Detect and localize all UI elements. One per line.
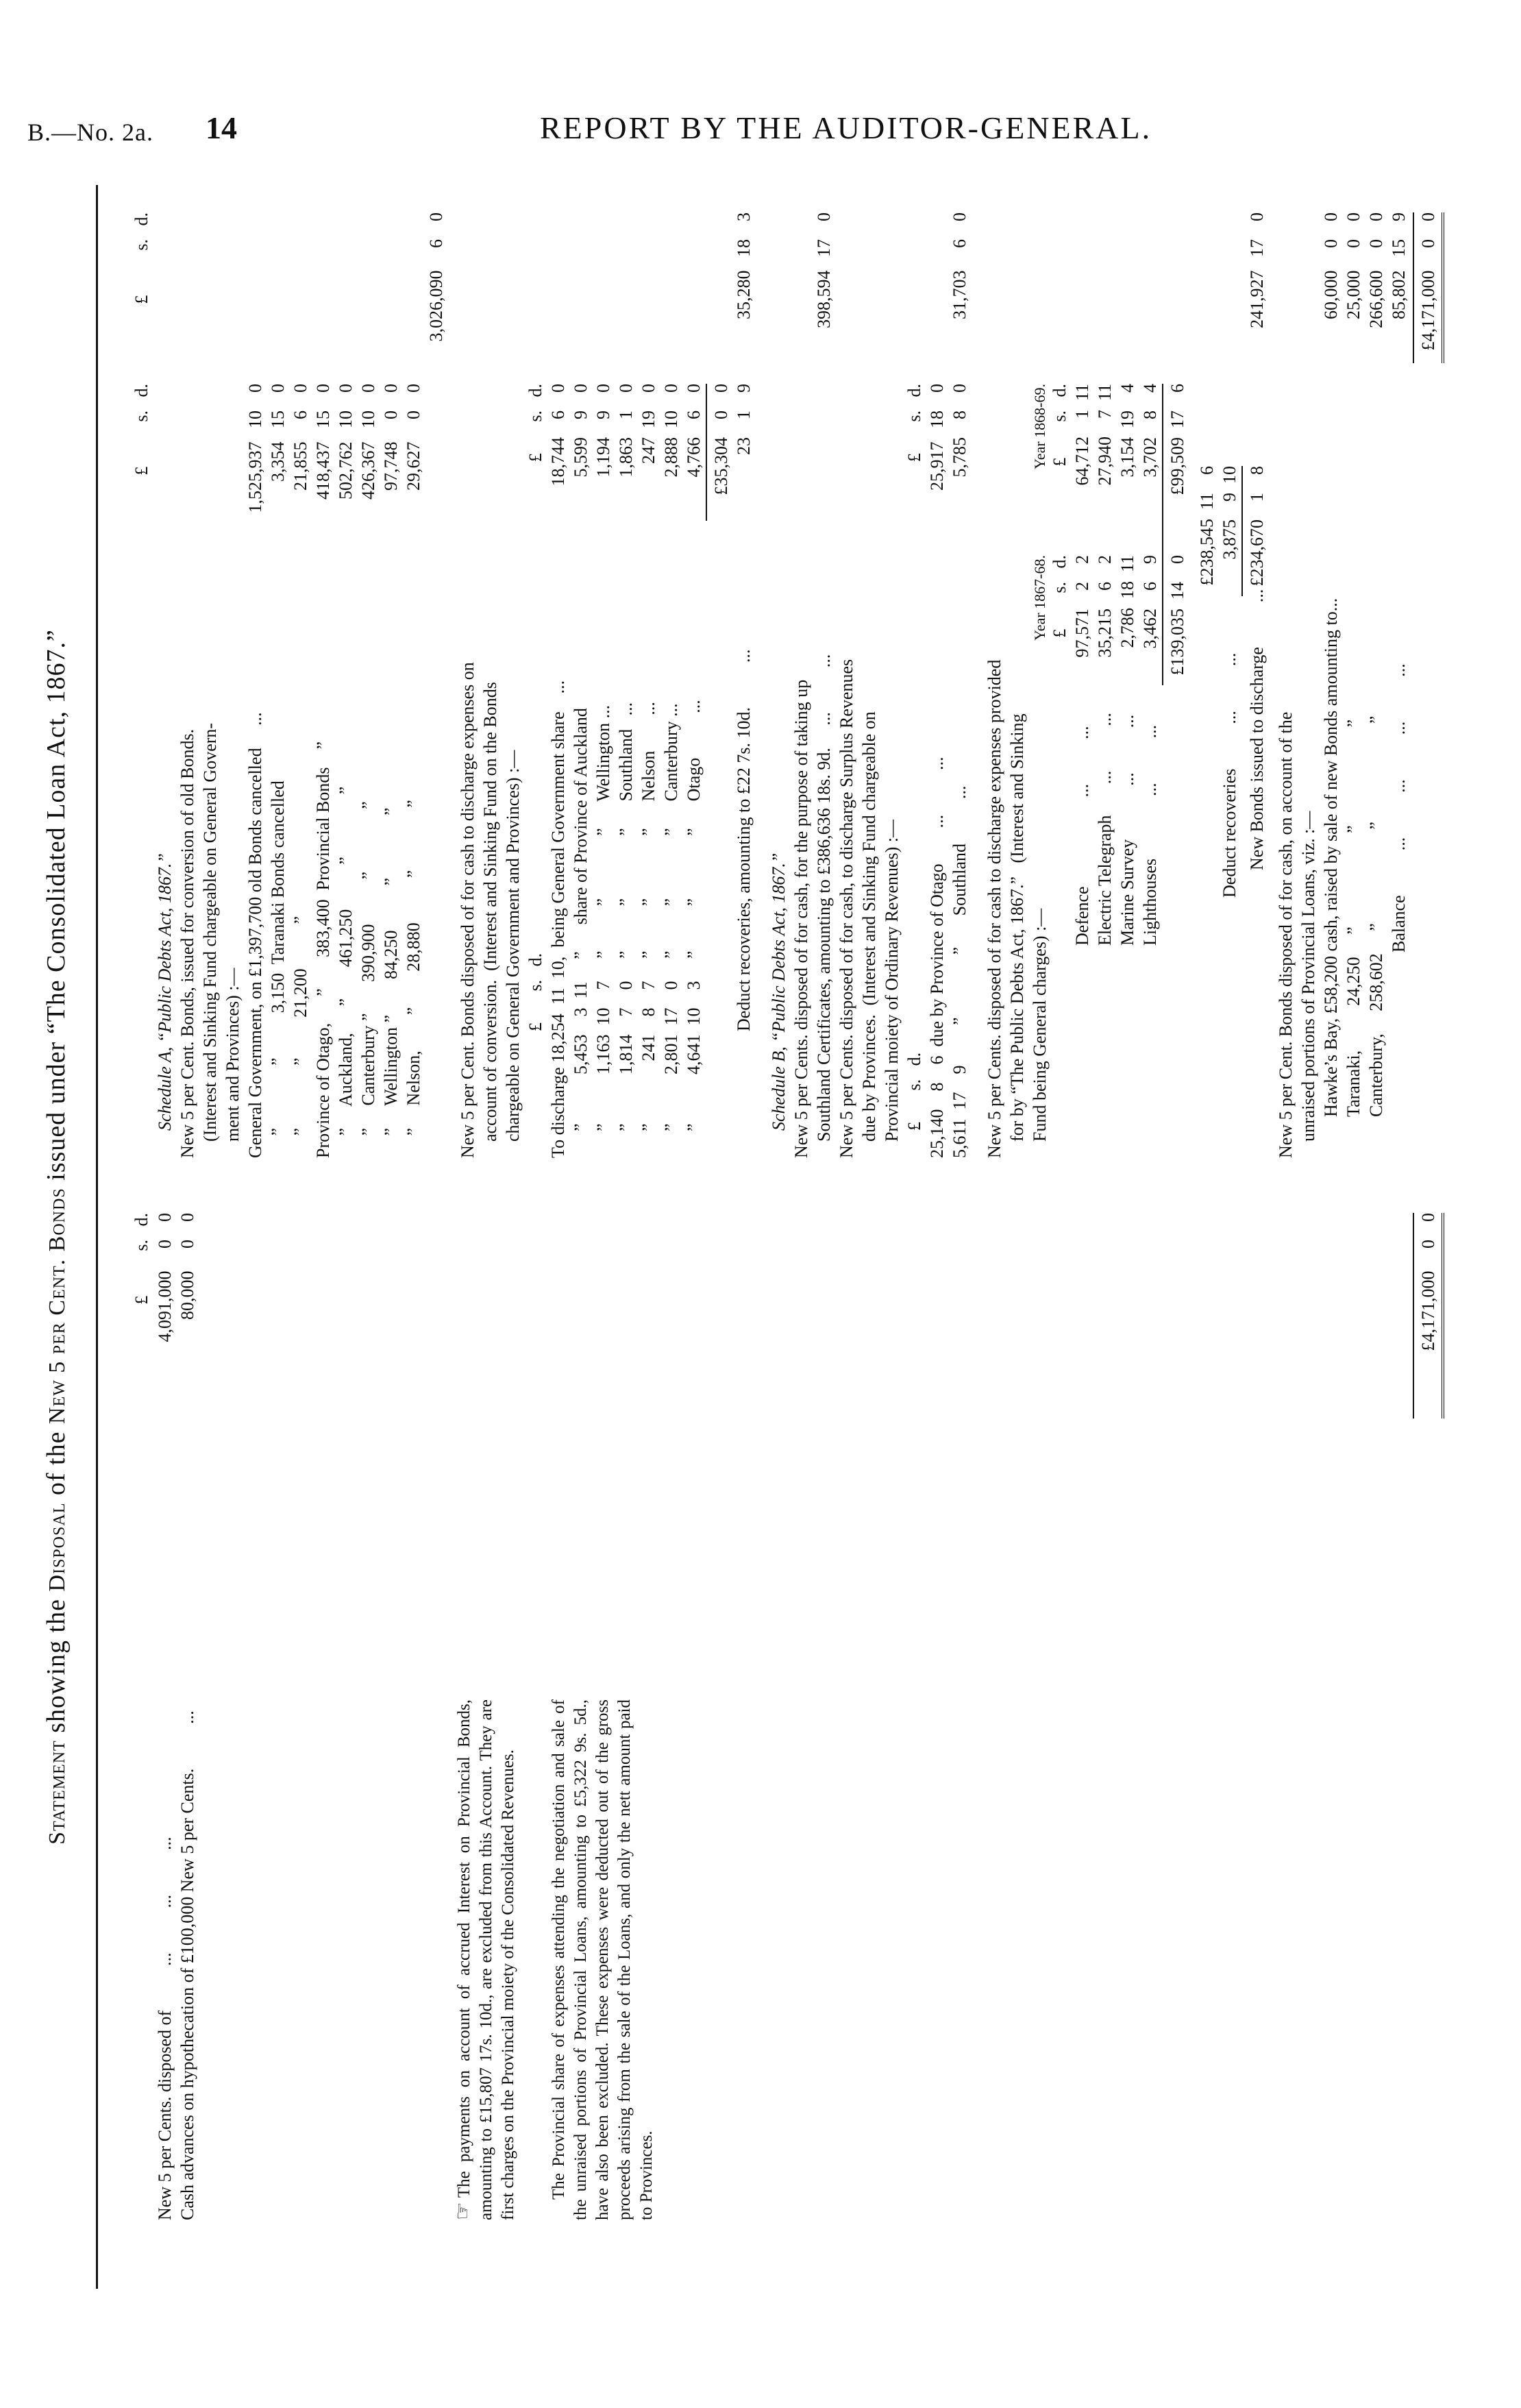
surplus-intro: New 5 per Cents. disposed of for cash, to discharge Surplus Revenues — [837, 659, 856, 1158]
surplus-col-headings: £ s. d. — [904, 1052, 924, 1131]
schedule-a-amount: 502,762 10 0 — [336, 384, 356, 500]
expense-new-bonds-amount: £234,670 1 8 — [1247, 466, 1267, 587]
conversion-row: ” 1,814 7 0 ” ” ” Southland ... — [616, 702, 636, 1158]
expenses-total: 241,927 17 0 — [1247, 212, 1267, 328]
provincial-row: Taranaki, 24,250 ” ” ” — [1344, 719, 1363, 1117]
expense-sum-1867: £139,035 14 0 — [1167, 555, 1187, 676]
year-col-headings: £ s. d. — [1050, 555, 1069, 638]
provincial-intro: New 5 per Cent. Bonds disposed of for cash, on account of the — [1276, 711, 1296, 1158]
year-heading-1868: Year 1868-69. — [1031, 384, 1048, 469]
schedule-a-total: 3,026,090 6 0 — [426, 212, 446, 342]
provincial-amount: 25,000 0 0 — [1344, 212, 1363, 319]
surplus-amount: 5,785 8 0 — [950, 384, 969, 478]
right-column — [130, 206, 1487, 1158]
expense-survey-label: Marine Survey ... ... — [1117, 714, 1137, 946]
schedule-a-row: ” Wellington ” 84,250 ” ” — [381, 807, 401, 1158]
conversion-deduct-label: Deduct recoveries, amounting to £22 7s. 10d. ... — [734, 649, 754, 1031]
surplus-row: 25,140 8 6 due by Province of Otago ... ... — [927, 757, 947, 1158]
expense-amount-1867: 3,462 6 9 — [1140, 555, 1160, 649]
schedule-a-row: ” ” 3,150 Taranaki Bonds cancelled — [268, 781, 288, 1158]
schedule-a-intro: (Interest and Sinking Fund chargeable on General Govern- — [200, 722, 220, 1142]
left-total-double-rule — [1442, 1213, 1444, 1418]
page-number: 14 — [206, 110, 237, 145]
year-heading-1867: Year 1867-68. — [1031, 555, 1048, 641]
expense-defence-label: Defence ... ... — [1072, 726, 1092, 946]
schedule-b-title: Schedule B, “Public Debts Act, 1867.” — [769, 852, 789, 1131]
conversion-amount: 5,599 9 0 — [571, 384, 591, 478]
schedule-a-amount: 29,627 0 0 — [404, 384, 423, 491]
right-mid-headings: £ s. d. — [132, 384, 151, 476]
conversion-amount: 1,194 9 0 — [593, 384, 613, 478]
schedule-a-intro: New 5 per Cent. Bonds, issued for conversion of old Bonds. — [177, 728, 197, 1158]
schedule-a-row: General Government, on £1,397,700 old Bonds cancelled ... — [245, 712, 265, 1158]
schedule-b-total: 398,594 17 0 — [814, 212, 834, 328]
expense-amount-1868: 3,702 8 4 — [1140, 384, 1160, 478]
expense-lighthouses-label: Lighthouses ... ... — [1140, 724, 1160, 946]
expenses-intro: for by “The Public Debts Act, 1867.” (Interest and Sinking — [1007, 713, 1027, 1142]
footnote-interest: ☞The payments on account of accrued Interest on Provincial Bonds, amounting to £15,807 17s. 10d., are excluded from this Account. They are first charges on the Provincial moiety of the Consolidated Revenues. — [452, 1699, 517, 2220]
report-title: REPORT BY THE AUDITOR-GENERAL. — [540, 110, 1152, 145]
expense-amount-1868: 27,940 7 11 — [1095, 384, 1115, 486]
conversion-amount: 2,888 10 0 — [661, 384, 681, 478]
expense-deduct-label: Deduct recoveries ... ... — [1220, 652, 1239, 898]
rotated-statement — [27, 185, 1494, 2289]
conversion-col-headings: £ s. d. — [525, 384, 545, 463]
provincial-amount: 85,802 15 9 — [1389, 212, 1409, 319]
schedule-a-row: ” Nelson, ” 28,880 ” ” — [404, 800, 423, 1158]
conversion-row: To discharge 18,254 11 10, being General Government share ... — [548, 680, 568, 1158]
title-rule — [96, 185, 98, 2289]
left-column — [130, 1179, 1487, 2220]
right-total-rule — [1413, 212, 1414, 363]
expense-sum-1868: £99,509 17 6 — [1167, 384, 1187, 495]
row-new5-disposed-label: New 5 per Cents. disposed of ... ... ... — [155, 1836, 175, 2220]
surplus-intro: Provincial moiety of Ordinary Revenues) :— — [882, 819, 902, 1142]
page-header — [0, 0, 1521, 158]
conversion-row: ” 2,801 17 0 ” ” ” Canterbury ... — [661, 703, 681, 1158]
document-reference: B.—No. 2a. — [27, 119, 153, 146]
statement-title: Statement showing the Disposal of the New 5 per Cent. Bonds issued under “The Consolidated Loan Act, 1867.” — [42, 629, 71, 1845]
conversion-subtotal: £35,304 0 0 — [711, 384, 731, 495]
provincial-amount: 60,000 0 0 — [1321, 212, 1341, 319]
conversion-total: 35,280 18 3 — [734, 212, 754, 319]
schedule-a-amount: 3,354 15 0 — [268, 384, 288, 482]
expense-amount-1868: 3,154 19 4 — [1117, 384, 1137, 478]
schedule-a-intro: ment and Provinces) :— — [223, 968, 243, 1142]
schedule-a-title: Schedule A, “Public Debts Act, 1867.” — [155, 853, 175, 1131]
row-cash-advances-label: Cash advances on hypothecation of £100,000 New 5 per Cents. ... — [177, 1710, 197, 2220]
provincial-row: Canterbury, 258,602 ” ” ” — [1366, 715, 1386, 1117]
pointing-hand-icon: ☞ — [452, 2202, 474, 2220]
left-total-rule — [1413, 1213, 1414, 1418]
schedule-a-row: Province of Otago, ” 383,400 Provincial Bonds ” — [313, 741, 333, 1158]
conversion-col-headings: £ s. d. — [525, 953, 545, 1031]
provincial-row: Balance ... ... ... ... — [1389, 663, 1409, 953]
conversion-row: ” 4,641 10 3 ” ” ” Otago ... — [684, 700, 704, 1158]
conversion-intro: New 5 per Cent. Bonds disposed of for cash to discharge expenses on — [458, 662, 478, 1158]
expense-deduct-amount: 3,875 9 10 — [1220, 466, 1239, 560]
year-col-headings: £ s. d. — [1050, 384, 1069, 467]
schedule-b-text: New 5 per Cents. disposed of for cash, for the purpose of taking up — [791, 679, 811, 1158]
footnote-expenses: The Provincial share of expenses attending the negotiation and sale of the unraised portions of Provincial Loans, amounting to £5,322 9s. 5d., have also been excluded. These expenses were deducted out of the gross proceeds arising from the sale of the Loans, and only the nett amount paid to Provinces. — [549, 1699, 656, 2220]
conversion-subtotal-rule — [706, 384, 707, 521]
right-grand-total: £4,171,000 0 0 — [1418, 212, 1438, 351]
conversion-row: ” 1,163 10 7 ” ” ” Wellington ... — [593, 704, 613, 1158]
conversion-amount: 4,766 6 0 — [684, 384, 704, 478]
expense-sum-rule — [1162, 384, 1163, 685]
expenses-intro: Fund being General charges) :— — [1030, 908, 1050, 1142]
surplus-col-headings: £ s. d. — [904, 384, 924, 463]
row-new5-disposed-amount: 4,091,000 0 0 — [155, 1213, 175, 1342]
expense-amount-1868: 64,712 1 11 — [1072, 384, 1092, 486]
conversion-amount: 247 19 0 — [639, 384, 658, 464]
conversion-intro: chargeable on General Government and Provinces) :— — [503, 750, 523, 1142]
provincial-row: Hawke’s Bay, £58,200 cash, raised by sale of new Bonds amounting to... — [1321, 598, 1341, 1117]
expenses-intro: New 5 per Cents. disposed of for cash to discharge expenses provided — [985, 659, 1004, 1158]
schedule-a-amount: 426,367 10 0 — [358, 384, 378, 500]
expense-telegraph-label: Electric Telegraph ... ... — [1095, 713, 1115, 946]
right-total-headings: £ s. d. — [132, 212, 151, 304]
left-column-headings: £ s. d. — [132, 1213, 151, 1305]
schedule-a-amount: 418,437 15 0 — [313, 384, 333, 500]
row-cash-advances-amount: 80,000 0 0 — [177, 1213, 197, 1320]
expense-amount-1867: 2,786 18 11 — [1117, 555, 1137, 648]
surplus-total: 31,703 6 0 — [950, 212, 969, 319]
schedule-a-row: ” Canterbury ” 390,900 ” ” — [358, 801, 378, 1158]
conversion-row: ” 241 8 7 ” ” ” Nelson ... — [639, 702, 658, 1158]
expense-combined: £238,545 11 6 — [1197, 466, 1217, 586]
expense-amount-1867: 35,215 6 2 — [1095, 555, 1115, 658]
surplus-amount: 25,917 18 0 — [927, 384, 947, 491]
conversion-deduct-amount: 23 1 9 — [734, 384, 754, 455]
conversion-amount: 18,744 6 0 — [548, 384, 568, 487]
conversion-row: ” 5,453 3 11 ” share of Province of Auckland — [571, 708, 591, 1158]
provincial-intro: unraised portions of Provincial Loans, viz. :— — [1298, 811, 1318, 1142]
schedule-a-row: ” Auckland, ” 461,250 ” ” — [336, 786, 356, 1158]
schedule-b-text: Southland Certificates, amounting to £386,636 18s. 9d. ... ... — [814, 654, 834, 1142]
conversion-amount: 1,863 1 0 — [616, 384, 636, 478]
right-total-double-rule — [1442, 212, 1444, 363]
expense-amount-1867: 97,571 2 2 — [1072, 555, 1092, 658]
surplus-intro: due by Provinces. (Interest and Sinking Fund chargeable on — [859, 711, 879, 1142]
expense-net-rule — [1241, 466, 1243, 596]
schedule-a-amount: 97,748 0 0 — [381, 384, 401, 491]
schedule-a-amount: 21,855 6 0 — [290, 384, 310, 491]
surplus-row: 5,611 17 9 ” ” Southland ... — [950, 785, 969, 1158]
provincial-amount: 266,600 0 0 — [1366, 212, 1386, 328]
schedule-a-amount: 1,525,937 10 0 — [245, 384, 265, 513]
conversion-intro: account of conversion. (Interest and Sinking Fund on the Bonds — [480, 682, 500, 1142]
left-grand-total: £4,171,000 0 0 — [1418, 1213, 1438, 1351]
expense-new-bonds-label: New Bonds issued to discharge ... — [1247, 589, 1267, 870]
schedule-a-row: ” ” 21,200 ” — [290, 916, 310, 1158]
